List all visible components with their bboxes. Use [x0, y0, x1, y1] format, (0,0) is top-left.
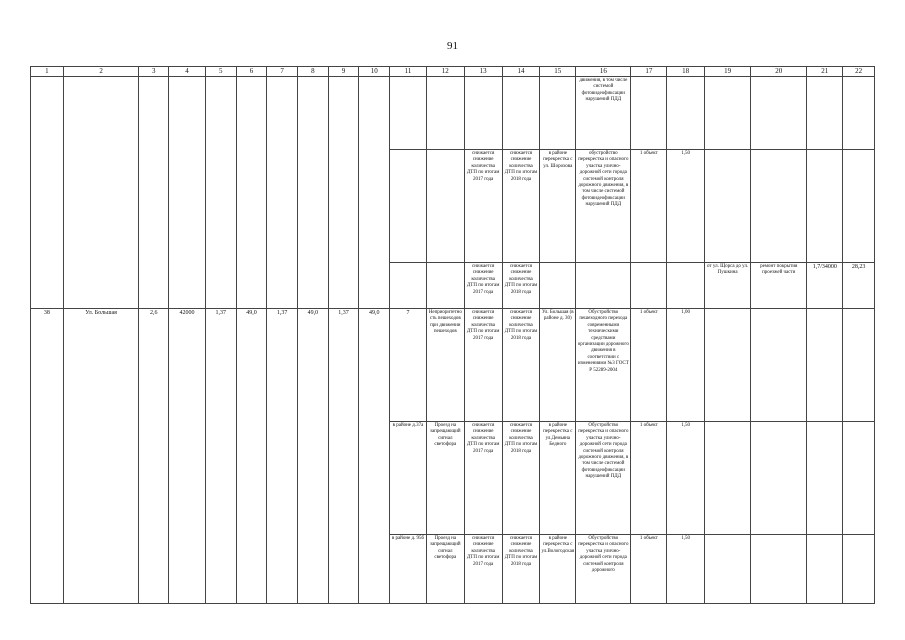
table-cell: [807, 77, 843, 150]
row-number: 38: [31, 309, 64, 604]
table-cell: 7: [390, 309, 427, 422]
table-cell: 49,0: [359, 309, 390, 604]
column-number: 7: [267, 67, 298, 77]
table-cell: [751, 150, 807, 263]
table-cell: [843, 150, 875, 263]
table-cell: 1 объект: [631, 535, 667, 604]
column-number: 18: [667, 67, 705, 77]
table-cell: [426, 263, 464, 309]
table-cell: в районе перекрестка с ул. Шорохова: [540, 150, 576, 263]
table-cell: [751, 535, 807, 604]
table-cell: 1,50: [667, 422, 705, 535]
table-cell: 1 объект: [631, 150, 667, 263]
table-cell: снижается снижение количества ДТП по итогам 2018 года: [502, 309, 540, 422]
table-cell: [705, 422, 751, 535]
table-cell: снижается снижение количества ДТП по итогам 2018 года: [502, 263, 540, 309]
table-cell: [576, 263, 631, 309]
table-cell: в районе перекрестка с ул.Вологодская: [540, 535, 576, 604]
table-cell: снижается снижение количества ДТП по итогам 2017 года: [464, 150, 502, 263]
table-cell: [843, 422, 875, 535]
table-cell: 1,00: [667, 309, 705, 422]
column-number: 9: [328, 67, 359, 77]
table-cell: 28,23: [843, 263, 875, 309]
table-cell: 1 объект: [631, 422, 667, 535]
table-cell: [843, 77, 875, 150]
table-cell: снижается снижение количества ДТП по итогам 2018 года: [502, 422, 540, 535]
table-cell: Неприоритетность пешеходов при движении пешеходов: [426, 309, 464, 422]
table-cell: от ул. Щорса до ул. Пушкина: [705, 263, 751, 309]
table-cell: Ул. Большая (в районе д. 30): [540, 309, 576, 422]
table-cell: 49,0: [236, 309, 267, 604]
table-cell: в районе д. 95б: [390, 535, 427, 604]
column-number: 4: [169, 67, 206, 77]
column-number: 10: [359, 67, 390, 77]
table-cell: [751, 77, 807, 150]
column-number: 17: [631, 67, 667, 77]
table-cell: снижается снижение количества ДТП по итогам 2018 года: [502, 535, 540, 604]
table-cell: снижается снижение количества ДТП по итогам 2017 года: [464, 263, 502, 309]
table-cell: [390, 263, 427, 309]
column-number: 6: [236, 67, 267, 77]
table-cell: 49,0: [297, 309, 328, 604]
table-cell: движения, в том числе системой фотовидеофиксации нарушений ПДД: [576, 77, 631, 150]
column-number: 15: [540, 67, 576, 77]
table-cell: [705, 150, 751, 263]
table-cell: снижается снижение количества ДТП по итогам 2017 года: [464, 535, 502, 604]
column-number: 8: [297, 67, 328, 77]
page-number: 91: [447, 40, 458, 52]
table-cell: Проезд на запрещающий сигнал светофора: [426, 535, 464, 604]
table-cell: [169, 77, 206, 309]
column-number-row: [31, 67, 875, 77]
table-cell: 1,37: [328, 309, 359, 604]
column-number: 19: [705, 67, 751, 77]
table-cell: 1,50: [667, 535, 705, 604]
table-cell: [236, 77, 267, 309]
table-cell: [205, 77, 236, 309]
table-cell: [390, 150, 427, 263]
column-number: 3: [139, 67, 169, 77]
column-number: 21: [807, 67, 843, 77]
column-number: 20: [751, 67, 807, 77]
table-cell: [63, 77, 139, 309]
table-cell: [807, 309, 843, 422]
column-number: 13: [464, 67, 502, 77]
table-cell: [751, 422, 807, 535]
table-cell: [667, 263, 705, 309]
table-cell: Обустройство перекрестка и опасного участка улично-дорожной сети города системой контроля дорожного движения, в том числе системой фотовидеофиксации нарушений ПДД: [576, 422, 631, 535]
table-row: [31, 309, 875, 422]
column-number: 5: [205, 67, 236, 77]
table-cell: [807, 535, 843, 604]
table-cell: [267, 77, 298, 309]
table-cell: [631, 77, 667, 150]
road-safety-table: [30, 66, 875, 604]
table-row: [31, 77, 875, 150]
table-cell: [705, 535, 751, 604]
column-number: 16: [576, 67, 631, 77]
column-number: 2: [63, 67, 139, 77]
column-number: 1: [31, 67, 64, 77]
table-cell: 42000: [169, 309, 206, 604]
table-cell: [540, 263, 576, 309]
table-cell: [631, 263, 667, 309]
table-cell: снижается снижение количества ДТП по итогам 2017 года: [464, 309, 502, 422]
table-cell: [390, 77, 427, 150]
table-cell: обустройство перекрестка и опасного участка улично-дорожной сети города системой контроля дорожного движения, в том числе системой фотовидеофиксации нарушений ПДД: [576, 150, 631, 263]
table-cell: ремонт покрытия проезжей части: [751, 263, 807, 309]
table-cell: 1,37: [267, 309, 298, 604]
table-cell: [751, 309, 807, 422]
table-cell: [705, 309, 751, 422]
table-cell: [843, 535, 875, 604]
table-cell: [705, 77, 751, 150]
column-number: 14: [502, 67, 540, 77]
table-cell: [502, 77, 540, 150]
table-cell: [667, 77, 705, 150]
table-cell: Обустройство перекрестка и опасного участка улично-дорожной сети города системой контроля дорожного: [576, 535, 631, 604]
table-cell: 2,6: [139, 309, 169, 604]
column-number: 11: [390, 67, 427, 77]
table-cell: [807, 150, 843, 263]
street-name: Ул. Большая: [63, 309, 139, 604]
table-cell: [139, 77, 169, 309]
table-cell: [328, 77, 359, 309]
column-number: 12: [426, 67, 464, 77]
table-cell: Проезд на запрещающий сигнал светофора: [426, 422, 464, 535]
table-cell: [359, 77, 390, 309]
table-cell: [297, 77, 328, 309]
table-cell: 1,37: [205, 309, 236, 604]
table-cell: в районе д.37а: [390, 422, 427, 535]
table-cell: в районе перекрестка с ул.Демьяна Бедного: [540, 422, 576, 535]
table-cell: снижается снижение количества ДТП по итогам 2017 года: [464, 422, 502, 535]
table-cell: [843, 309, 875, 422]
table-cell: 1,50: [667, 150, 705, 263]
table-cell: Обустройство пешеходного перехода современными техническими средствами организации дорожного движения в соответствии с изменениями №3 ГОСТ Р 52289-2004: [576, 309, 631, 422]
table-cell: [31, 77, 64, 309]
table-cell: [807, 422, 843, 535]
table-cell: [464, 77, 502, 150]
table-cell: [426, 150, 464, 263]
table-cell: снижается снижение количества ДТП по итогам 2018 года: [502, 150, 540, 263]
table-cell: [426, 77, 464, 150]
table-cell: 1 объект: [631, 309, 667, 422]
table-cell: 1,7/34000: [807, 263, 843, 309]
column-number: 22: [843, 67, 875, 77]
table-cell: [540, 77, 576, 150]
